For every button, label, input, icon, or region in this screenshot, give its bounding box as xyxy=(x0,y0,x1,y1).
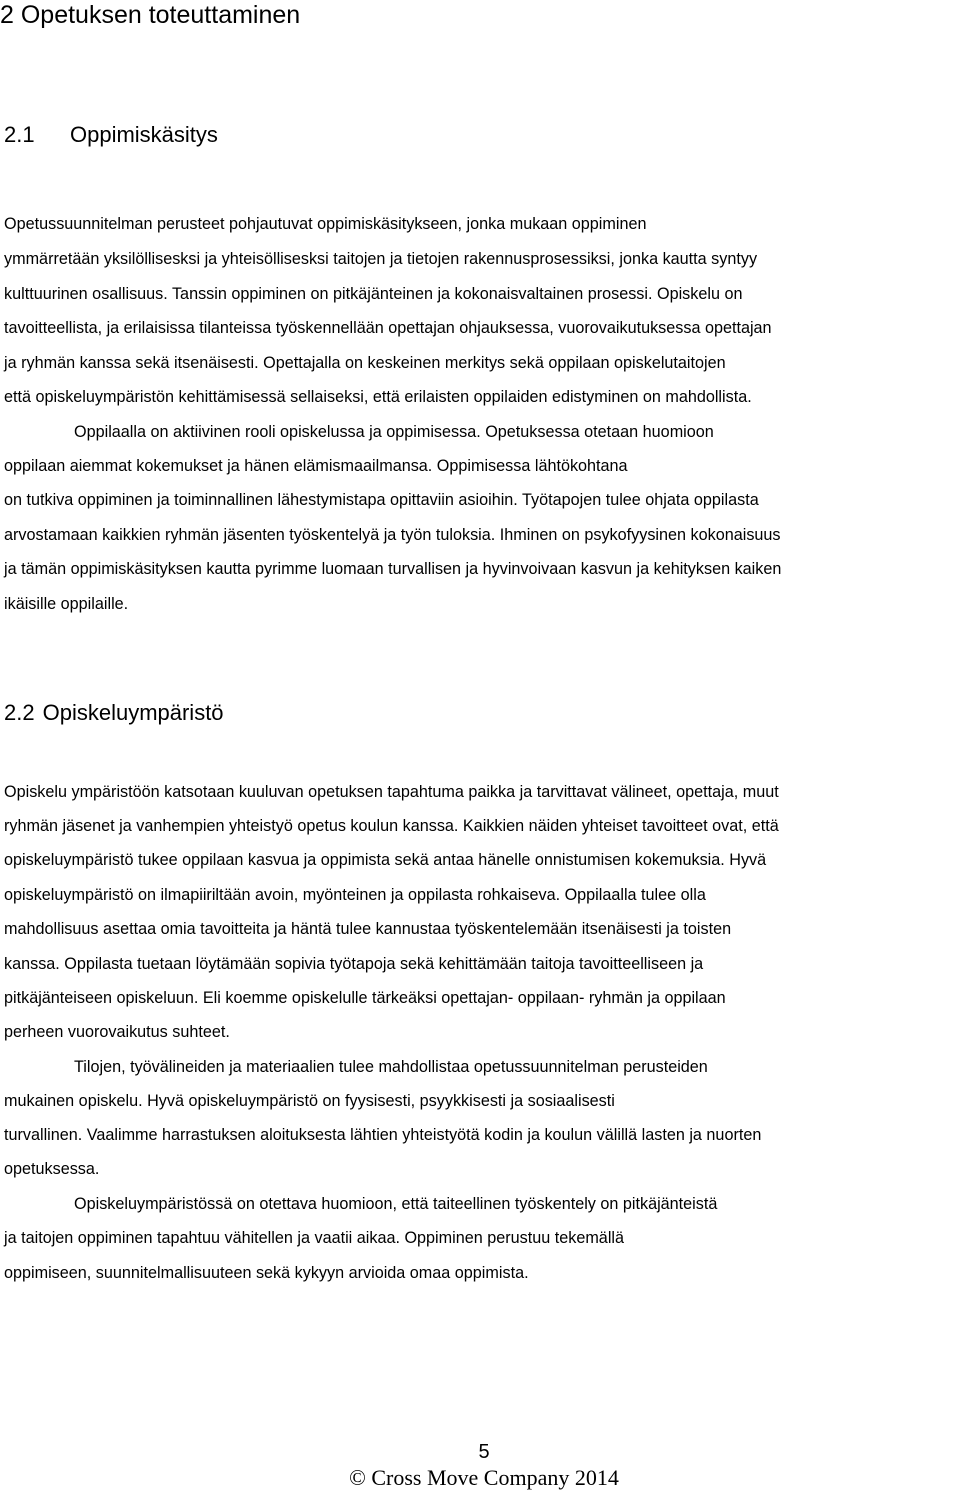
page-number: 5 xyxy=(478,1441,490,1463)
paragraph-line: opiskeluympäristö on ilmapiiriltään avoin, myönteinen ja oppilasta rohkaiseva. Oppilaalla tulee olla xyxy=(4,886,706,904)
paragraph-line: opiskeluympäristö tukee oppilaan kasvua ja oppimista sekä antaa hänelle onnistumisen kokemuksia. Hyvä xyxy=(4,851,767,869)
paragraph-line: Opiskelu ympäristöön katsotaan kuuluvan opetuksen tapahtuma paikka ja tarvittavat välineet, opettaja, muut xyxy=(4,783,779,801)
section-title: Oppimiskäsitys xyxy=(70,122,218,147)
paragraph-line: tavoitteellista, ja erilaisissa tilanteissa työskennellään opettajan ohjauksessa, vuorovaikutuksessa opettajan xyxy=(4,319,772,337)
paragraph-line: oppilaan aiemmat kokemukset ja hänen elämismaailmansa. Oppimisessa lähtökohtana xyxy=(4,457,628,475)
copyright-notice: © Cross Move Company 2014 xyxy=(349,1465,619,1490)
section-title: Opiskeluympäristö xyxy=(42,700,224,725)
paragraph-line: arvostamaan kaikkien ryhmän jäsenten työskentelyä ja työn tuloksia. Ihminen on psykofyysinen kokonaisuus xyxy=(4,526,781,544)
section-number: 2.1 xyxy=(4,122,35,147)
paragraph-line: opetuksessa. xyxy=(4,1160,100,1178)
paragraph-line: on tutkiva oppiminen ja toiminnallinen lähestymistapa opittaviin asioihin. Työtapojen tulee ohjata oppilasta xyxy=(4,491,759,509)
paragraph-line: että opiskeluympäristön kehittämisessä sellaiseksi, että erilaisten oppilaiden edistyminen on mahdollista. xyxy=(4,388,752,406)
section-number: 2.2 xyxy=(4,700,35,725)
paragraph-line: Opetussuunnitelman perusteet pohjautuvat oppimiskäsitykseen, jonka mukaan oppiminen xyxy=(4,215,647,233)
page-heading: 2 Opetuksen toteuttaminen xyxy=(0,1,301,29)
paragraph-line: turvallinen. Vaalimme harrastuksen aloituksesta lähtien yhteistyötä kodin ja koulun välillä lasten ja nuorten xyxy=(4,1126,762,1144)
paragraph-line: pitkäjänteiseen opiskeluun. Eli koemme opiskelulle tärkeäksi opettajan- oppilaan- ryhmän ja oppilaan xyxy=(4,989,726,1007)
paragraph-line: ja ryhmän kanssa sekä itsenäisesti. Opettajalla on keskeinen merkitys sekä oppilaan opiskelutaitojen xyxy=(4,354,726,372)
paragraph-line: ja taitojen oppiminen tapahtuu vähitellen ja vaatii aikaa. Oppiminen perustuu tekemällä xyxy=(4,1229,625,1247)
paragraph-line: kulttuurinen osallisuus. Tanssin oppiminen on pitkäjänteinen ja kokonaisvaltainen prosessi. Opiskelu on xyxy=(4,285,743,303)
paragraph-line: kanssa. Oppilasta tuetaan löytämään sopivia työtapoja sekä kehittämään taitoja tavoitteelliseen ja xyxy=(4,955,704,973)
section-heading-oppimiskasitys xyxy=(4,121,218,149)
paragraph-line: mukainen opiskelu. Hyvä opiskeluympäristö on fyysisesti, psyykkisesti ja sosiaalisesti xyxy=(4,1092,615,1110)
paragraph-line: Oppilaalla on aktiivinen rooli opiskelussa ja oppimisessa. Opetuksessa otetaan huomioon xyxy=(74,423,714,441)
paragraph-line: ryhmän jäsenet ja vanhempien yhteistyö opetus koulun kanssa. Kaikkien näiden yhteiset tavoitteet ovat, että xyxy=(4,817,779,835)
section-heading-opiskeluymparisto xyxy=(4,699,224,727)
paragraph-line: oppimiseen, suunnitelmallisuuteen sekä kykyyn arvioida omaa oppimista. xyxy=(4,1264,529,1282)
paragraph-line: Opiskeluympäristössä on otettava huomioon, että taiteellinen työskentely on pitkäjänteistä xyxy=(74,1195,718,1213)
paragraph-line: ja tämän oppimiskäsityksen kautta pyrimme luomaan turvallisen ja hyvinvoivaan kasvun ja kehityksen kaiken xyxy=(4,560,782,578)
paragraph-line: mahdollisuus asettaa omia tavoitteita ja häntä tulee kannustaa työskentelemään itsenäisesti ja toisten xyxy=(4,920,732,938)
paragraph-line: Tilojen, työvälineiden ja materiaalien tulee mahdollistaa opetussuunnitelman perusteiden xyxy=(74,1058,708,1076)
paragraph-line: ikäisille oppilaille. xyxy=(4,595,129,613)
paragraph-line: perheen vuorovaikutus suhteet. xyxy=(4,1023,230,1041)
paragraph-line: ymmärretään yksilöllisesksi ja yhteisöllisesksi taitojen ja tietojen rakennusprosessiksi, jonka kautta syntyy xyxy=(4,250,758,268)
